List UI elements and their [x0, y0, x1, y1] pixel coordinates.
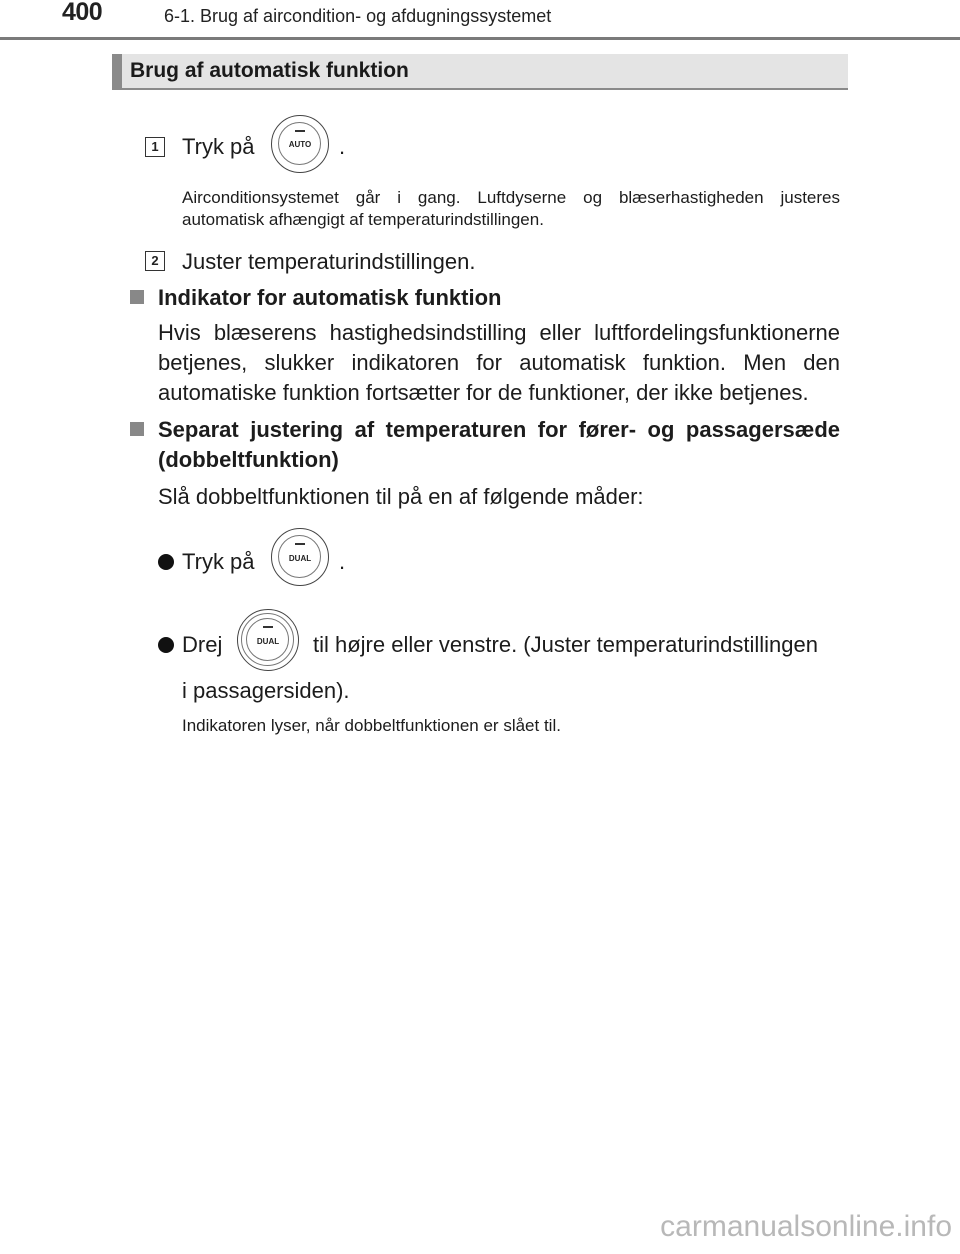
watermark: carmanualsonline.info: [660, 1210, 952, 1243]
indicator-body-line-2: betjenes, slukker indikatoren for automatisk funktion. Men den: [158, 350, 840, 375]
dual-option-1-period: .: [339, 549, 346, 574]
header-rule: [0, 37, 960, 40]
dual-heading-line-2: (dobbeltfunktion): [158, 447, 339, 472]
dual-button-label: DUAL: [288, 554, 312, 563]
step-1-note: Airconditionsystemet går i gang. Luftdyserne og blæserhastigheden justeres automatisk afhængigt af temperaturindstillingen.: [182, 188, 840, 229]
dual-heading-line-1: Separat justering af temperaturen for fører- og passagersæde: [158, 417, 840, 442]
step-1-period: .: [339, 134, 346, 159]
section-heading-bar: [112, 54, 848, 90]
dual-option-2-cont: i passagersiden).: [182, 678, 350, 703]
round-bullet-icon: [158, 637, 174, 653]
auto-button-label: AUTO: [288, 140, 312, 149]
step-2-text: Juster temperaturindstillingen.: [182, 249, 476, 274]
step-number-1: 1: [145, 137, 165, 157]
indicator-body-line-1: Hvis blæserens hastighedsindstilling eller luftfordelingsfunktionerne: [158, 320, 840, 345]
indicator-heading: Indikator for automatisk funktion: [158, 285, 502, 310]
dual-option-1-text: Tryk på: [182, 549, 255, 574]
indicator-body-line-3: automatiske funktion fortsætter for de funktioner, der ikke betjenes.: [158, 380, 809, 405]
round-bullet-icon: [158, 554, 174, 570]
step-number-2: 2: [145, 251, 165, 271]
section-title: Brug af automatisk funktion: [130, 59, 409, 82]
dual-note: Indikatoren lyser, når dobbeltfunktionen er slået til.: [182, 716, 561, 735]
square-bullet-icon: [130, 290, 144, 304]
step-1-text: Tryk på: [182, 134, 255, 159]
dual-intro: Slå dobbeltfunktionen til på en af følgende måder:: [158, 484, 644, 509]
square-bullet-icon: [130, 422, 144, 436]
dual-knob-icon: [237, 609, 299, 671]
section-accent: [112, 54, 122, 90]
chapter-title: 6-1. Brug af aircondition- og afdugningssystemet: [164, 6, 552, 26]
dual-button-icon: [271, 528, 329, 586]
dual-knob-label: DUAL: [256, 637, 280, 646]
dual-option-2-text: Drej: [182, 632, 223, 657]
auto-button-icon: [271, 115, 329, 173]
page-number: 400: [62, 0, 103, 26]
dual-option-2-after: til højre eller venstre. (Juster temperaturindstillingen: [313, 632, 818, 657]
